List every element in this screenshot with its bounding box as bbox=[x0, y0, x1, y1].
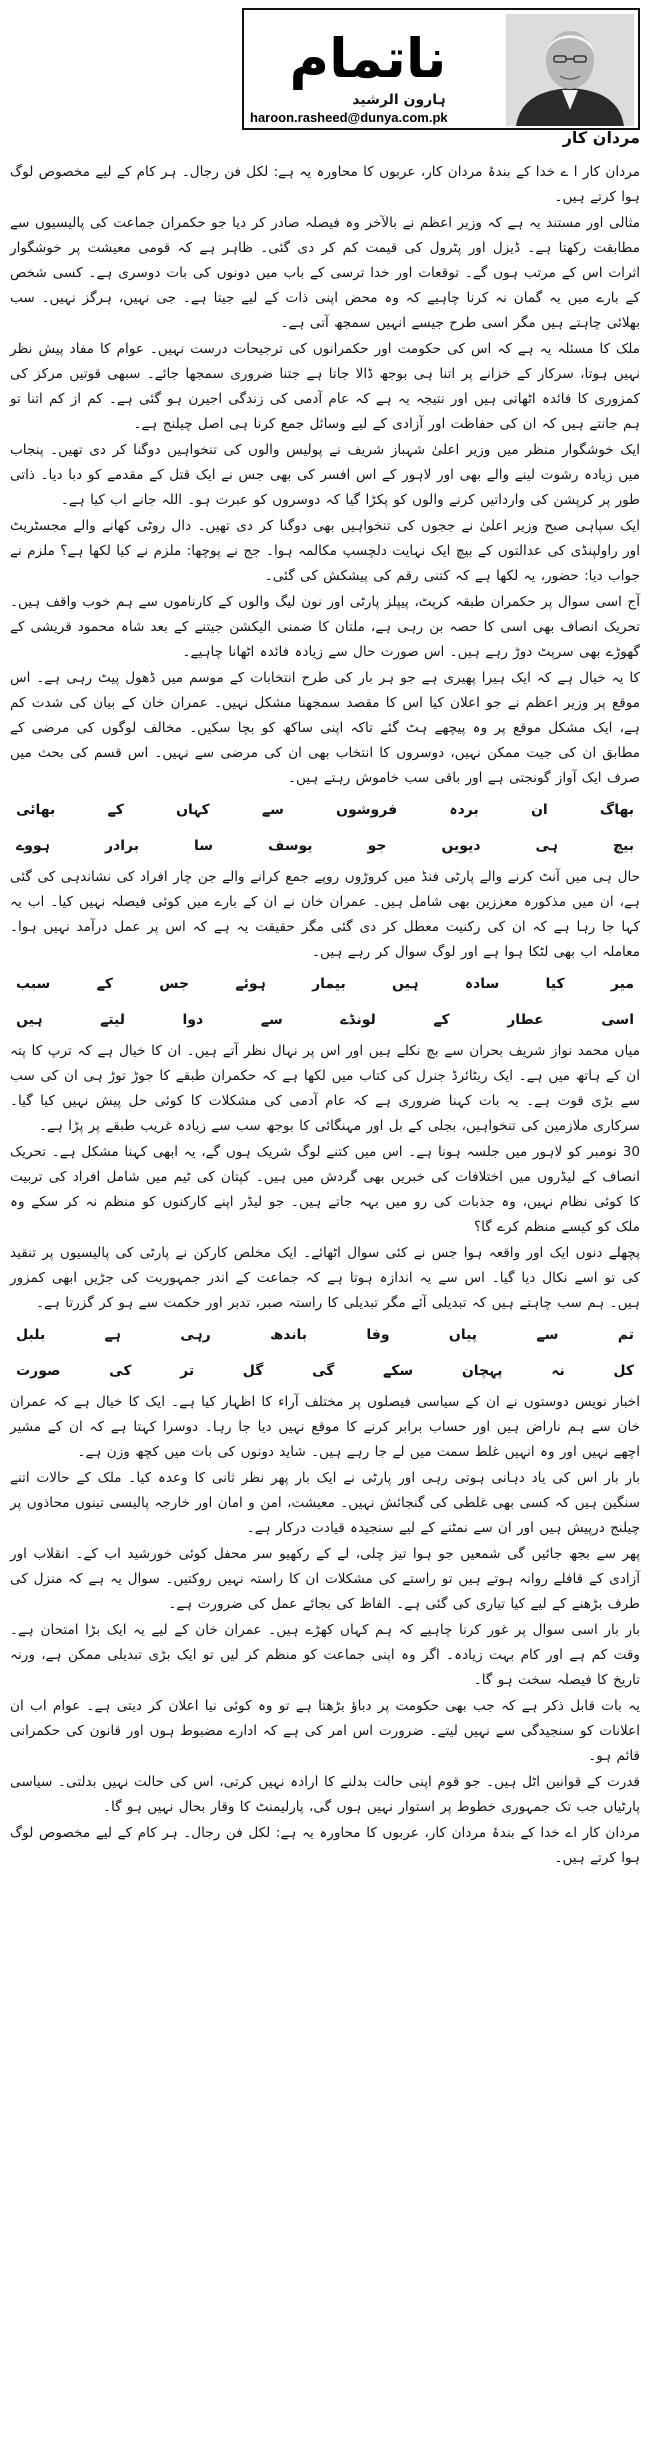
verse-word: یوسف bbox=[268, 838, 313, 854]
verse-word: بھاگ bbox=[599, 802, 634, 818]
verse-word: کے bbox=[107, 802, 124, 818]
author-email: haroon.rasheed@dunya.com.pk bbox=[250, 110, 448, 125]
verse-line bbox=[10, 1354, 640, 1388]
verse-word: تم bbox=[617, 1327, 634, 1343]
verse-line bbox=[10, 793, 640, 827]
verse-word: جس bbox=[159, 976, 190, 992]
verse-word: گی bbox=[312, 1363, 335, 1379]
paragraph: مثالی اور مستند یہ ہے کہ وزیر اعظم نے بالآخر وہ فیصلہ صادر کر دیا جو حکمران جماعت کی پالیسیوں سے مطابقت رکھتا ہے۔ ڈیزل اور پٹرول کی قیمت کم کر دی گئی۔ ظاہر ہے کہ قومی معیشت پر خوشگوار اثرات اس کے مرتب ہوں گے۔ توقعات اور خدا ترسی کے باب میں دونوں کی بات دوسری ہے۔ کسی شخص کے بارے میں یہ گمان نہ کرنا چاہیے کہ وہ محض اپنی ذات کے لیے جیتا ہے۔ جی نہیں، ہرگز نہیں۔ سب بھلائی چاہتے ہیں مگر اسی طرح جیسے انہیں سمجھ آتی ہے۔ bbox=[10, 215, 640, 331]
verse-word: کل bbox=[613, 1363, 634, 1379]
verse-word: سے bbox=[261, 802, 284, 818]
verse-word: تر bbox=[180, 1363, 195, 1379]
author-name: ہارون الرشید bbox=[352, 92, 446, 108]
paragraph: کا یہ خیال ہے کہ ایک ہیرا پھیری ہے جو ہر بار کی طرح انتخابات کے موسم میں ڈھول پیٹ رہی ہے۔ اس موقع پر وزیر اعظم نے جو اعلان کیا اس کا مقصد سمجھنا مشکل نہیں۔ عمران خان کے بیان کی شدت کم ہے، ایک مشکل موقع پر وہ پیچھے ہٹ گئے تاکہ اپنی ساکھ کو بچا سکیں۔ مخالف لوگوں کی مرضی کے مطابق ان کی جیت ممکن نہیں، دوسروں کا انتخاب بھی ان کی مرضی سے نہیں۔ اس قسم کی بحث میں صرف ایک آواز گونجتی ہے اور باقی سب خاموش رہتے ہیں۔ bbox=[10, 670, 640, 786]
verse-line bbox=[10, 829, 640, 863]
paragraph: اخبار نویس دوستوں نے ان کے سیاسی فیصلوں پر مختلف آراء کا اظہار کیا ہے۔ ایک کا خیال ہے کہ عمران خان سے ہم ناراض ہیں اور حساب برابر کرنے کا موقع نہیں دیا جا رہا۔ دوسرا کہتا ہے کہ ان کے مشیر اچھے نہیں اور وہ انہیں غلط سمت میں لے جا رہے ہیں۔ شاید دونوں کی بات میں کچھ وزن ہے۔ bbox=[10, 1394, 640, 1460]
verse-word: وفا bbox=[366, 1327, 390, 1343]
verse-word: بیچ bbox=[612, 838, 634, 854]
verse-word: پہچان bbox=[461, 1363, 503, 1379]
verse-word: کہاں bbox=[176, 802, 210, 818]
verse-word: اسی bbox=[601, 1012, 634, 1028]
verse-word: رہی bbox=[180, 1327, 211, 1343]
paragraph: 30 نومبر کو لاہور میں جلسہ ہونا ہے۔ اس میں کتنے لوگ شریک ہوں گے، یہ ابھی کہنا مشکل ہے۔ تحریک انصاف کے لیڈروں میں اختلافات کی خبریں بھی گردش میں ہیں۔ کپتان کی ٹیم میں شامل افراد کی تربیت کا کوئی نظام نہیں، وہ جذبات کی رو میں بہہ جاتے ہیں۔ جو لیڈر اپنے کارکنوں کو منظم نہ کر سکے وہ ملک کو کیسے منظم کرے گا؟ bbox=[10, 1144, 640, 1235]
verse-word: باندھ bbox=[270, 1327, 308, 1343]
paragraph: پچھلے دنوں ایک اور واقعہ ہوا جس نے کئی سوال اٹھائے۔ ایک مخلص کارکن نے پارٹی کی پالیسیوں پر تنقید کی تو اسے نکال دیا گیا۔ اس سے یہ اندازہ ہوتا ہے کہ جماعت کے اندر جمہوریت کی جڑیں ابھی کمزور ہیں۔ ہم سب چاہتے ہیں کہ تبدیلی آئے مگر تبدیلی کا راستہ صبر، تدبر اور حکمت سے ہو کر گزرتا ہے۔ bbox=[10, 1245, 640, 1311]
column-logo: ناتمام bbox=[289, 27, 447, 90]
verse-word: صورت bbox=[16, 1363, 61, 1379]
paragraph: بار بار اس کی یاد دہانی ہوتی رہی اور پارٹی نے ایک بار پھر نظر ثانی کا وعدہ کیا۔ ملک کے حالات اتنے سنگین ہیں کہ کسی بھی غلطی کی گنجائش نہیں۔ معیشت، امن و امان اور خارجہ پالیسی تینوں محاذوں پر چیلنج درپیش ہیں اور ان سے نمٹنے کے لیے سنجیدہ قیادت درکار ہے۔ bbox=[10, 1470, 640, 1536]
verse-word: ہیں bbox=[16, 1012, 43, 1028]
verse-line bbox=[10, 1003, 640, 1037]
verse-word: سے bbox=[260, 1012, 283, 1028]
author-portrait bbox=[506, 14, 634, 126]
verse-word: سادہ bbox=[464, 976, 500, 992]
paragraph: پھر سے بجھ جائیں گی شمعیں جو ہوا تیز چلی، لے کے رکھیو سر محفل کوئی خورشید اب کے۔ انقلاب اور آزادی کے قافلے روانہ ہوتے ہیں تو راستے کی مشکلات ان کا راستہ نہیں روکتیں۔ سوال یہ ہے کہ منزل کی طرف بڑھنے کے لیے کیا تیاری کی گئی ہے۔ الفاظ کی بجائے عمل کی ضرورت ہے۔ bbox=[10, 1546, 640, 1612]
verse-word: برادر bbox=[104, 838, 139, 854]
verse-word: ہوئے bbox=[235, 976, 266, 992]
verse-word: ہووے bbox=[16, 838, 50, 854]
verse-word: لونڈے bbox=[340, 1012, 376, 1028]
verse-word: کے bbox=[96, 976, 113, 992]
column-title: مردان کار bbox=[562, 128, 640, 147]
paragraph: ملک کا مسئلہ یہ ہے کہ اس کی حکومت اور حکمرانوں کی ترجیحات درست نہیں۔ عوام کا مفاد پیش نظر نہیں ہوتا، سرکار کے خزانے پر اتنا ہی بوجھ ڈالا جاتا ہے جتنا ضروری سمجھا جائے۔ سبھی قوتیں مرکز کی کمزوری کا فائدہ اٹھاتی ہیں اور نتیجہ یہ ہے کہ عام آدمی کی زندگی اجیرن ہو گئی ہے۔ کم از کم اتنا تو ہم جانتے ہیں کہ ان کی حفاظت اور آزادی کے لیے وسائل جمع کرنا ہی اصل چیلنج ہے۔ bbox=[10, 341, 640, 432]
verse-line bbox=[10, 967, 640, 1001]
paragraph: ایک خوشگوار منظر میں وزیر اعلیٰ شہباز شریف نے پولیس والوں کی تنخواہیں دوگنا کر دی تھیں۔ پنجاب میں زیادہ رشوت لینے والے بھی اور لاہور کے اس افسر کی بھی جس نے ایک قتل کے مقدمے کو دبا دیا۔ ذاتی طور پر کرپشن کی وارداتیں کرنے والوں کو پکڑا گیا کہ دوسروں کو عبرت ہو۔ اللہ جانے اب کیا ہے۔ bbox=[10, 442, 640, 508]
paragraph: یہ بات قابل ذکر ہے کہ جب بھی حکومت پر دباؤ بڑھتا ہے تو وہ کوئی نیا اعلان کر دیتی ہے۔ عوام اب ان اعلانات کو سنجیدگی سے نہیں لیتے۔ ضرورت اس امر کی ہے کہ ادارے مضبوط ہوں اور قانون کی حکمرانی قائم ہو۔ bbox=[10, 1698, 640, 1764]
verse-word: لیتے bbox=[100, 1012, 126, 1028]
verse-word: سا bbox=[194, 838, 214, 854]
verse-word: کیا bbox=[545, 976, 565, 992]
verse-word: نہ bbox=[551, 1363, 565, 1379]
verse-word: عطار bbox=[507, 1012, 544, 1028]
author-photo-icon bbox=[506, 14, 634, 126]
paragraph: آج اسی سوال پر حکمران طبقہ کرپٹ، پیپلز پارٹی اور نون لیگ والوں کے کارناموں سے ہم خوب واقف ہیں۔ تحریک انصاف بھی اسی کا حصہ بن رہی ہے، ملتان کا ضمنی الیکشن جیتنے کے بعد شاہ محمود قریشی کے گھوڑے بھی سرپٹ دوڑ رہے ہیں۔ اس صورت حال سے زیادہ فائدہ اٹھانا چاہیے۔ bbox=[10, 594, 640, 660]
verse-word: ہی bbox=[535, 838, 558, 854]
paragraph: بار بار اسی سوال پر غور کرنا چاہیے کہ ہم کہاں کھڑے ہیں۔ عمران خان کے لیے یہ ایک بڑا امتحان ہے۔ وقت کم ہے اور کام بہت زیادہ۔ اگر وہ اپنی جماعت کو منظم کر لیں تو ایک بڑی تبدیلی ممکن ہے، ورنہ تاریخ کا فیصلہ سخت ہو گا۔ bbox=[10, 1622, 640, 1688]
verse-word: ہیں bbox=[392, 976, 419, 992]
paragraph: قدرت کے قوانین اٹل ہیں۔ جو قوم اپنی حالت بدلنے کا ارادہ نہیں کرتی، اس کی حالت نہیں بدلتی۔ سیاسی پارٹیاں جب تک جمہوری خطوط پر استوار نہیں ہوں گی، پارلیمنٹ کا وقار بحال نہیں ہو گا۔ bbox=[10, 1774, 640, 1815]
paragraph: میاں محمد نواز شریف بحران سے بچ نکلے ہیں اور اس پر نہال نظر آتے ہیں۔ ان کا خیال ہے کہ ترپ کا پتہ ان کے ہاتھ میں ہے۔ ایک ریٹائرڈ جنرل کی کتاب میں لکھا ہے کہ حکمران طبقے کا جوڑ توڑ ہی ان کی سب سے بڑی قوت ہے۔ یہ بات کہنا ضروری ہے کہ عام آدمی کی مشکلات کا کوئی حل پیش نہیں کیا گیا۔ سرکاری ملازمین کی تنخواہیں، بجلی کے بل اور مہنگائی کا بوجھ سب سے زیادہ غریب طبقے پر پڑا ہے۔ bbox=[10, 1043, 640, 1134]
verse-word: میر bbox=[610, 976, 634, 992]
verse-word: بلبل bbox=[16, 1327, 46, 1343]
verse-word: ان bbox=[530, 802, 548, 818]
column-masthead bbox=[10, 8, 640, 147]
verse-word: ہے bbox=[104, 1327, 121, 1343]
verse-line bbox=[10, 1318, 640, 1352]
verse-word: بھائی bbox=[16, 802, 56, 818]
verse-word: سکے bbox=[383, 1363, 414, 1379]
article-body bbox=[10, 160, 640, 1871]
paragraph: ایک سپاہی صبح وزیر اعلیٰ نے ججوں کی تنخواہیں بھی دوگنا کر دی تھیں۔ دال روٹی کھانے والے مجسٹریٹ اور راولپنڈی کی عدالتوں کے بیچ ایک نہایت دلچسپ مکالمہ ہوا۔ جج نے پوچھا: ملزم نے کیا لکھا ہے؟ ملزم نے جواب دیا: حضور، یہ لکھا ہے کہ کتنی رقم کی پیشکش کی گئی۔ bbox=[10, 518, 640, 584]
verse-word: دیویں bbox=[441, 838, 481, 854]
verse-word: پیاں bbox=[448, 1327, 478, 1343]
verse-word: بیمار bbox=[312, 976, 346, 992]
verse-word: گل bbox=[242, 1363, 264, 1379]
verse-word: بردہ bbox=[449, 802, 479, 818]
paragraph: مردان کار اے خدا کے بندۂ مردان کار، عربوں کا محاورہ یہ ہے: لکل فن رجال۔ ہر کام کے لیے مخصوص لوگ ہوا کرتے ہیں۔ bbox=[10, 1825, 640, 1866]
verse-word: سے bbox=[536, 1327, 559, 1343]
column-header-box bbox=[242, 8, 640, 130]
verse-word: جو bbox=[367, 838, 387, 854]
verse-word: کے bbox=[433, 1012, 450, 1028]
paragraph: حال ہی میں آنٹ کرنے والے پارٹی فنڈ میں کروڑوں روپے جمع کرانے والے جن چار افراد کی نشاندہی کی گئی ہے، ان میں مذکورہ معززین بھی شامل ہیں۔ عمران خان نے ان کے بارے میں کوئی فیصلہ نہیں کیا۔ اب یہ کہا جا رہا ہے کہ ان کی رکنیت معطل کر دی گئی مگر حقیقت یہ ہے کہ اس پر عمل درآمد نہیں ہوا۔ معاملہ اب بھی لٹکا ہوا ہے اور لوگ سوال کر رہے ہیں۔ bbox=[10, 869, 640, 960]
verse-word: سبب bbox=[16, 976, 51, 992]
verse-word: کی bbox=[109, 1363, 132, 1379]
paragraph: مردان کار ا ے خدا کے بندۂ مردان کار، عربوں کا محاورہ یہ ہے: لکل فن رجال۔ ہر کام کے لیے مخصوص لوگ ہوا کرتے ہیں۔ bbox=[10, 164, 640, 205]
verse-word: دوا bbox=[182, 1012, 204, 1028]
verse-word: فروشوں bbox=[336, 802, 398, 818]
